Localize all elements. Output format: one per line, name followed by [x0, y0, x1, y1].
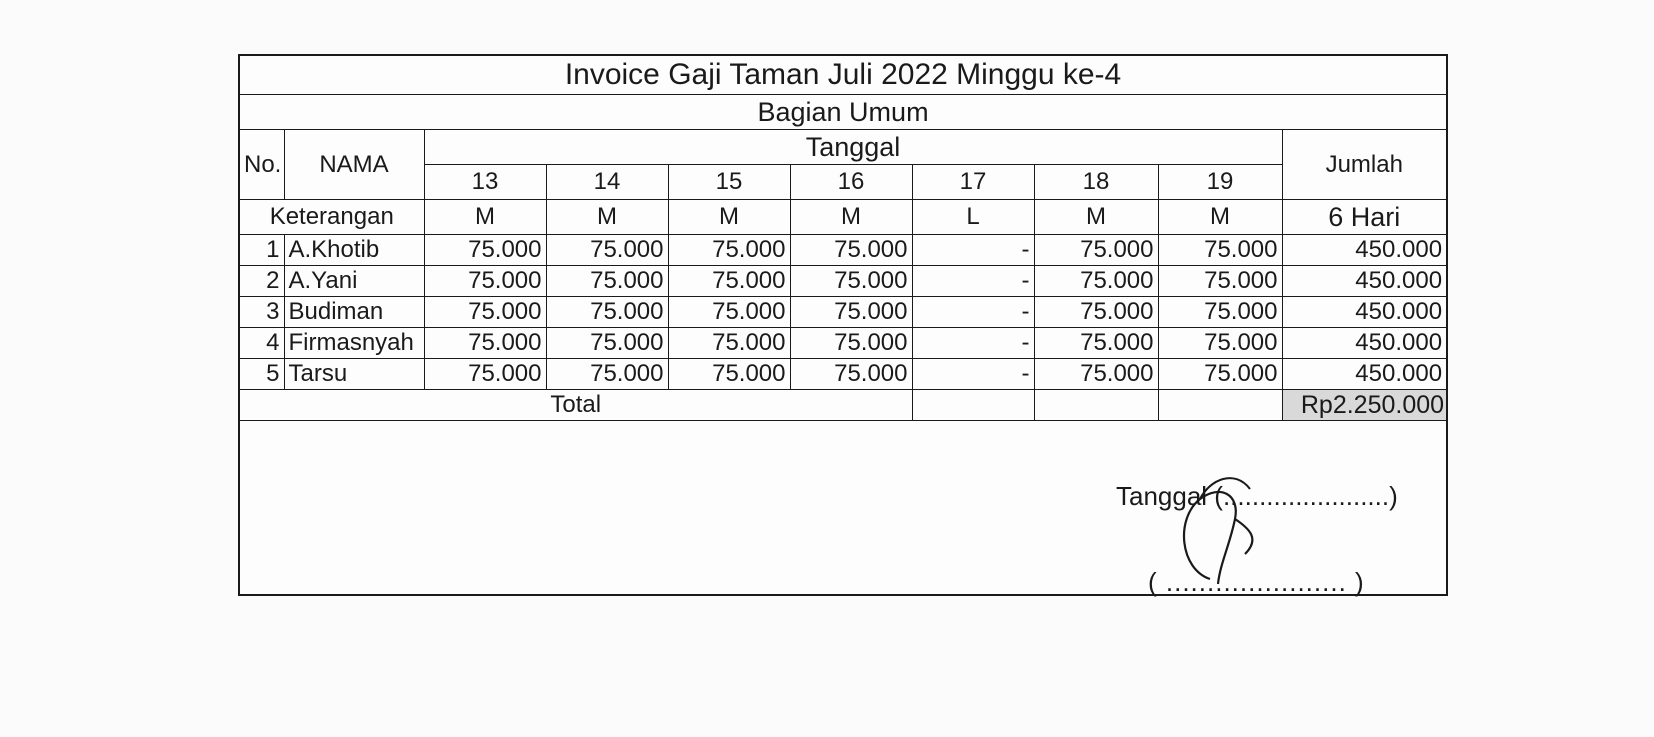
row-no: 2	[240, 266, 284, 297]
keterangan-code: L	[912, 200, 1034, 235]
row-no: 3	[240, 297, 284, 328]
row-value: -	[912, 328, 1034, 359]
row-no: 1	[240, 235, 284, 266]
row-value: 75.000	[668, 297, 790, 328]
invoice-title: Invoice Gaji Taman Juli 2022 Minggu ke-4	[240, 56, 1446, 95]
row-jumlah: 450.000	[1282, 235, 1446, 266]
row-value: 75.000	[424, 359, 546, 390]
row-value: -	[912, 266, 1034, 297]
row-value: 75.000	[546, 266, 668, 297]
keterangan-total: 6 Hari	[1282, 200, 1446, 235]
signature-area	[240, 441, 1446, 597]
table-row	[240, 359, 1446, 390]
keterangan-code: M	[1034, 200, 1158, 235]
keterangan-code: M	[790, 200, 912, 235]
row-no: 4	[240, 328, 284, 359]
row-value: 75.000	[546, 297, 668, 328]
row-nama: Firmasnyah	[284, 328, 424, 359]
row-value: 75.000	[1034, 266, 1158, 297]
row-no: 5	[240, 359, 284, 390]
table-row	[240, 328, 1446, 359]
row-value: 75.000	[546, 328, 668, 359]
row-jumlah: 450.000	[1282, 266, 1446, 297]
keterangan-code: M	[1158, 200, 1282, 235]
row-value: 75.000	[424, 235, 546, 266]
keterangan-code: M	[546, 200, 668, 235]
row-nama: Tarsu	[284, 359, 424, 390]
total-label: Total	[240, 390, 912, 421]
row-value: 75.000	[790, 359, 912, 390]
signature-date: Tanggal (.......................)	[1116, 481, 1398, 511]
row-value: 75.000	[1158, 359, 1282, 390]
row-value: 75.000	[546, 235, 668, 266]
date-header: 16	[790, 165, 912, 200]
row-value: 75.000	[1158, 266, 1282, 297]
row-nama: Budiman	[284, 297, 424, 328]
date-header: 17	[912, 165, 1034, 200]
keterangan-label: Keterangan	[240, 200, 424, 235]
header-tanggal: Tanggal	[424, 130, 1282, 165]
row-value: 75.000	[1034, 235, 1158, 266]
row-jumlah: 450.000	[1282, 328, 1446, 359]
row-value: 75.000	[1034, 359, 1158, 390]
row-value: -	[912, 235, 1034, 266]
row-value: 75.000	[424, 266, 546, 297]
row-value: 75.000	[1034, 297, 1158, 328]
total-empty-cell	[1034, 390, 1158, 421]
date-header: 14	[546, 165, 668, 200]
row-value: 75.000	[790, 297, 912, 328]
department-label: Bagian Umum	[240, 95, 1446, 130]
row-nama: A.Khotib	[284, 235, 424, 266]
total-empty-cell	[1158, 390, 1282, 421]
row-value: 75.000	[668, 266, 790, 297]
row-value: 75.000	[790, 266, 912, 297]
table-row	[240, 266, 1446, 297]
total-empty-cell	[912, 390, 1034, 421]
date-header: 18	[1034, 165, 1158, 200]
row-value: 75.000	[790, 328, 912, 359]
row-value: 75.000	[1034, 328, 1158, 359]
keterangan-code: M	[424, 200, 546, 235]
header-jumlah: Jumlah	[1282, 130, 1446, 200]
row-value: 75.000	[424, 328, 546, 359]
grand-total: Rp2.250.000	[1282, 390, 1446, 421]
row-value: 75.000	[546, 359, 668, 390]
row-value: 75.000	[668, 359, 790, 390]
row-value: 75.000	[424, 297, 546, 328]
row-jumlah: 450.000	[1282, 359, 1446, 390]
row-value: -	[912, 359, 1034, 390]
row-value: -	[912, 297, 1034, 328]
row-value: 75.000	[1158, 297, 1282, 328]
table-row	[240, 235, 1446, 266]
row-nama: A.Yani	[284, 266, 424, 297]
row-value: 75.000	[668, 328, 790, 359]
row-jumlah: 450.000	[1282, 297, 1446, 328]
row-value: 75.000	[1158, 235, 1282, 266]
table-row	[240, 297, 1446, 328]
row-value: 75.000	[790, 235, 912, 266]
row-value: 75.000	[668, 235, 790, 266]
total-row	[240, 390, 1446, 421]
header-nama: NAMA	[284, 130, 424, 200]
invoice-table	[240, 56, 1446, 421]
date-header: 15	[668, 165, 790, 200]
keterangan-code: M	[668, 200, 790, 235]
date-header: 13	[424, 165, 546, 200]
invoice-sheet	[238, 54, 1448, 596]
row-value: 75.000	[1158, 328, 1282, 359]
signature-name: ( ...................... )	[1148, 567, 1365, 597]
header-no: No.	[240, 130, 284, 200]
date-header: 19	[1158, 165, 1282, 200]
